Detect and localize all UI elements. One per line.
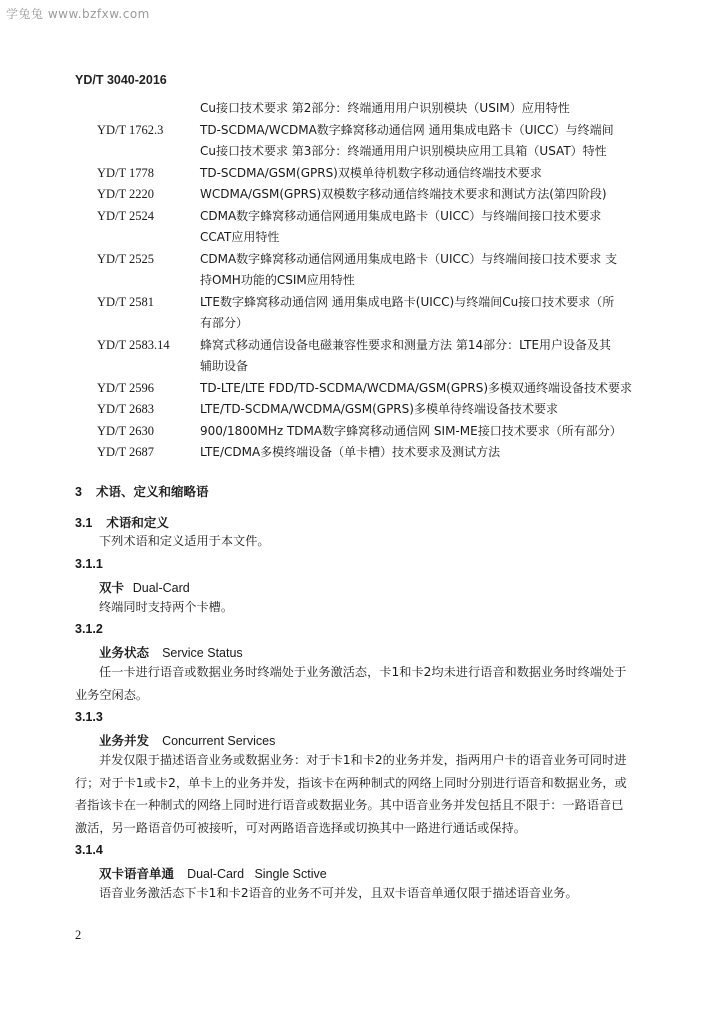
reference-title: CDMA数字蜂窝移动通信网通用集成电路卡（UICC）与终端间接口技术要求 CCAT应用特性 (200, 208, 602, 244)
page-number: 2 (75, 928, 82, 942)
normative-references-list (97, 98, 657, 464)
term-heading: 双卡语音单通 Dual-Card Single Sctive (99, 866, 327, 881)
section-intro: 下列术语和定义适用于本文件。 (99, 534, 270, 548)
term-number: 3.1.1 (75, 557, 103, 571)
reference-code: YD/T 2630 (97, 423, 155, 438)
document-code: YD/T 3040-2016 (75, 73, 167, 87)
reference-code: YD/T 2683 (97, 402, 155, 416)
reference-item (97, 335, 657, 378)
reference-title: WCDMA/GSM(GPRS)双模数字移动通信终端技术要求和测试方法(第四阶段) (200, 187, 607, 201)
reference-code: YD/T 1778 (97, 165, 155, 180)
term-definition: 终端同时支持两个卡槽。 (99, 600, 234, 614)
term-heading: 业务状态 Service Status (99, 645, 243, 660)
term-number: 3.1.4 (75, 843, 103, 857)
reference-code: YD/T 2596 (97, 380, 155, 395)
reference-item (97, 292, 657, 335)
reference-code: YD/T 2524 (97, 208, 155, 223)
reference-item (97, 249, 657, 292)
term-definition: 语音业务激活态下卡1和卡2语音的业务不可并发，且双卡语音单通仅限于描述语音业务。 (99, 886, 578, 900)
reference-code: YD/T 2525 (97, 251, 155, 266)
reference-code: YD/T 2581 (97, 294, 155, 309)
reference-title: LTE/CDMA多模终端设备（单卡槽）技术要求及测试方法 (200, 445, 501, 459)
section-heading-3: 3 术语、定义和缩略语 (75, 484, 209, 499)
reference-item (97, 163, 657, 185)
reference-title: CDMA数字蜂窝移动通信网通用集成电路卡（UICC）与终端间接口技术要求 支 持OMH功能的CSIM应用特性 (200, 251, 618, 287)
reference-item (97, 98, 657, 120)
reference-title: LTE/TD-SCDMA/WCDMA/GSM(GPRS)多模单待终端设备技术要求 (200, 402, 558, 416)
reference-item (97, 442, 657, 464)
reference-title: Cu接口技术要求 第2部分：终端通用用户识别模块（USIM）应用特性 (200, 101, 570, 115)
reference-title: TD-SCDMA/GSM(GPRS)双模单待机数字移动通信终端技术要求 (200, 165, 542, 180)
reference-title: LTE数字蜂窝移动通信网 通用集成电路卡(UICC)与终端间Cu接口技术要求（所 有部分） (200, 294, 615, 330)
reference-code: YD/T 1762.3 (97, 122, 164, 137)
reference-item (97, 378, 657, 400)
reference-title: TD-SCDMA/WCDMA数字蜂窝移动通信网 通用集成电路卡（UICC）与终端间 Cu接口技术要求 第3部分：终端通用用户识别模块应用工具箱（USAT）特性 (200, 122, 614, 158)
reference-item (97, 399, 657, 421)
section-heading-3-1: 3.1 术语和定义 (75, 515, 169, 530)
term-heading: 双卡 Dual-Card (99, 580, 190, 595)
reference-title: 蜂窝式移动通信设备电磁兼容性要求和测量方法 第14部分：LTE用户设备及其 辅助设备 (200, 337, 612, 373)
reference-title: 900/1800MHz TDMA数字蜂窝移动通信网 SIM-ME接口技术要求（所有部分） (200, 423, 622, 438)
reference-item (97, 184, 657, 206)
reference-code (97, 98, 200, 120)
reference-title: TD-LTE/LTE FDD/TD-SCDMA/WCDMA/GSM(GPRS)多模双通终端设备技术要求 (200, 380, 633, 395)
reference-code: YD/T 2687 (97, 445, 155, 459)
reference-code: YD/T 2583.14 (97, 337, 170, 352)
reference-item (97, 421, 657, 443)
term-number: 3.1.2 (75, 622, 103, 636)
reference-item (97, 206, 657, 249)
term-heading: 业务并发 Concurrent Services (99, 733, 276, 748)
term-number: 3.1.3 (75, 710, 103, 724)
term-definition: 任一卡进行语音或数据业务时终端处于业务激活态，卡1和卡2均未进行语音和数据业务时终端处于 业务空闲态。 (75, 665, 627, 702)
reference-item (97, 120, 657, 163)
term-definition: 并发仅限于描述语音业务或数据业务：对于卡1和卡2的业务并发，指两用户卡的语音业务可同时进 行；对于卡1或卡2，单卡上的业务并发，指该卡在两种制式的网络上同时分别进行语音和数据业务，或 者指该卡在一种制式的网络上同时进行语音或数据业务。其中语音业务并发包括且不限于：一路语音已 激活，另一路语音仍可被接听，可对两路语音选择或切换其中一路进行通话或保持。 (75, 753, 627, 835)
reference-code: YD/T 2220 (97, 187, 155, 201)
watermark: 学兔兔 www.bzfxw.com (6, 7, 150, 21)
